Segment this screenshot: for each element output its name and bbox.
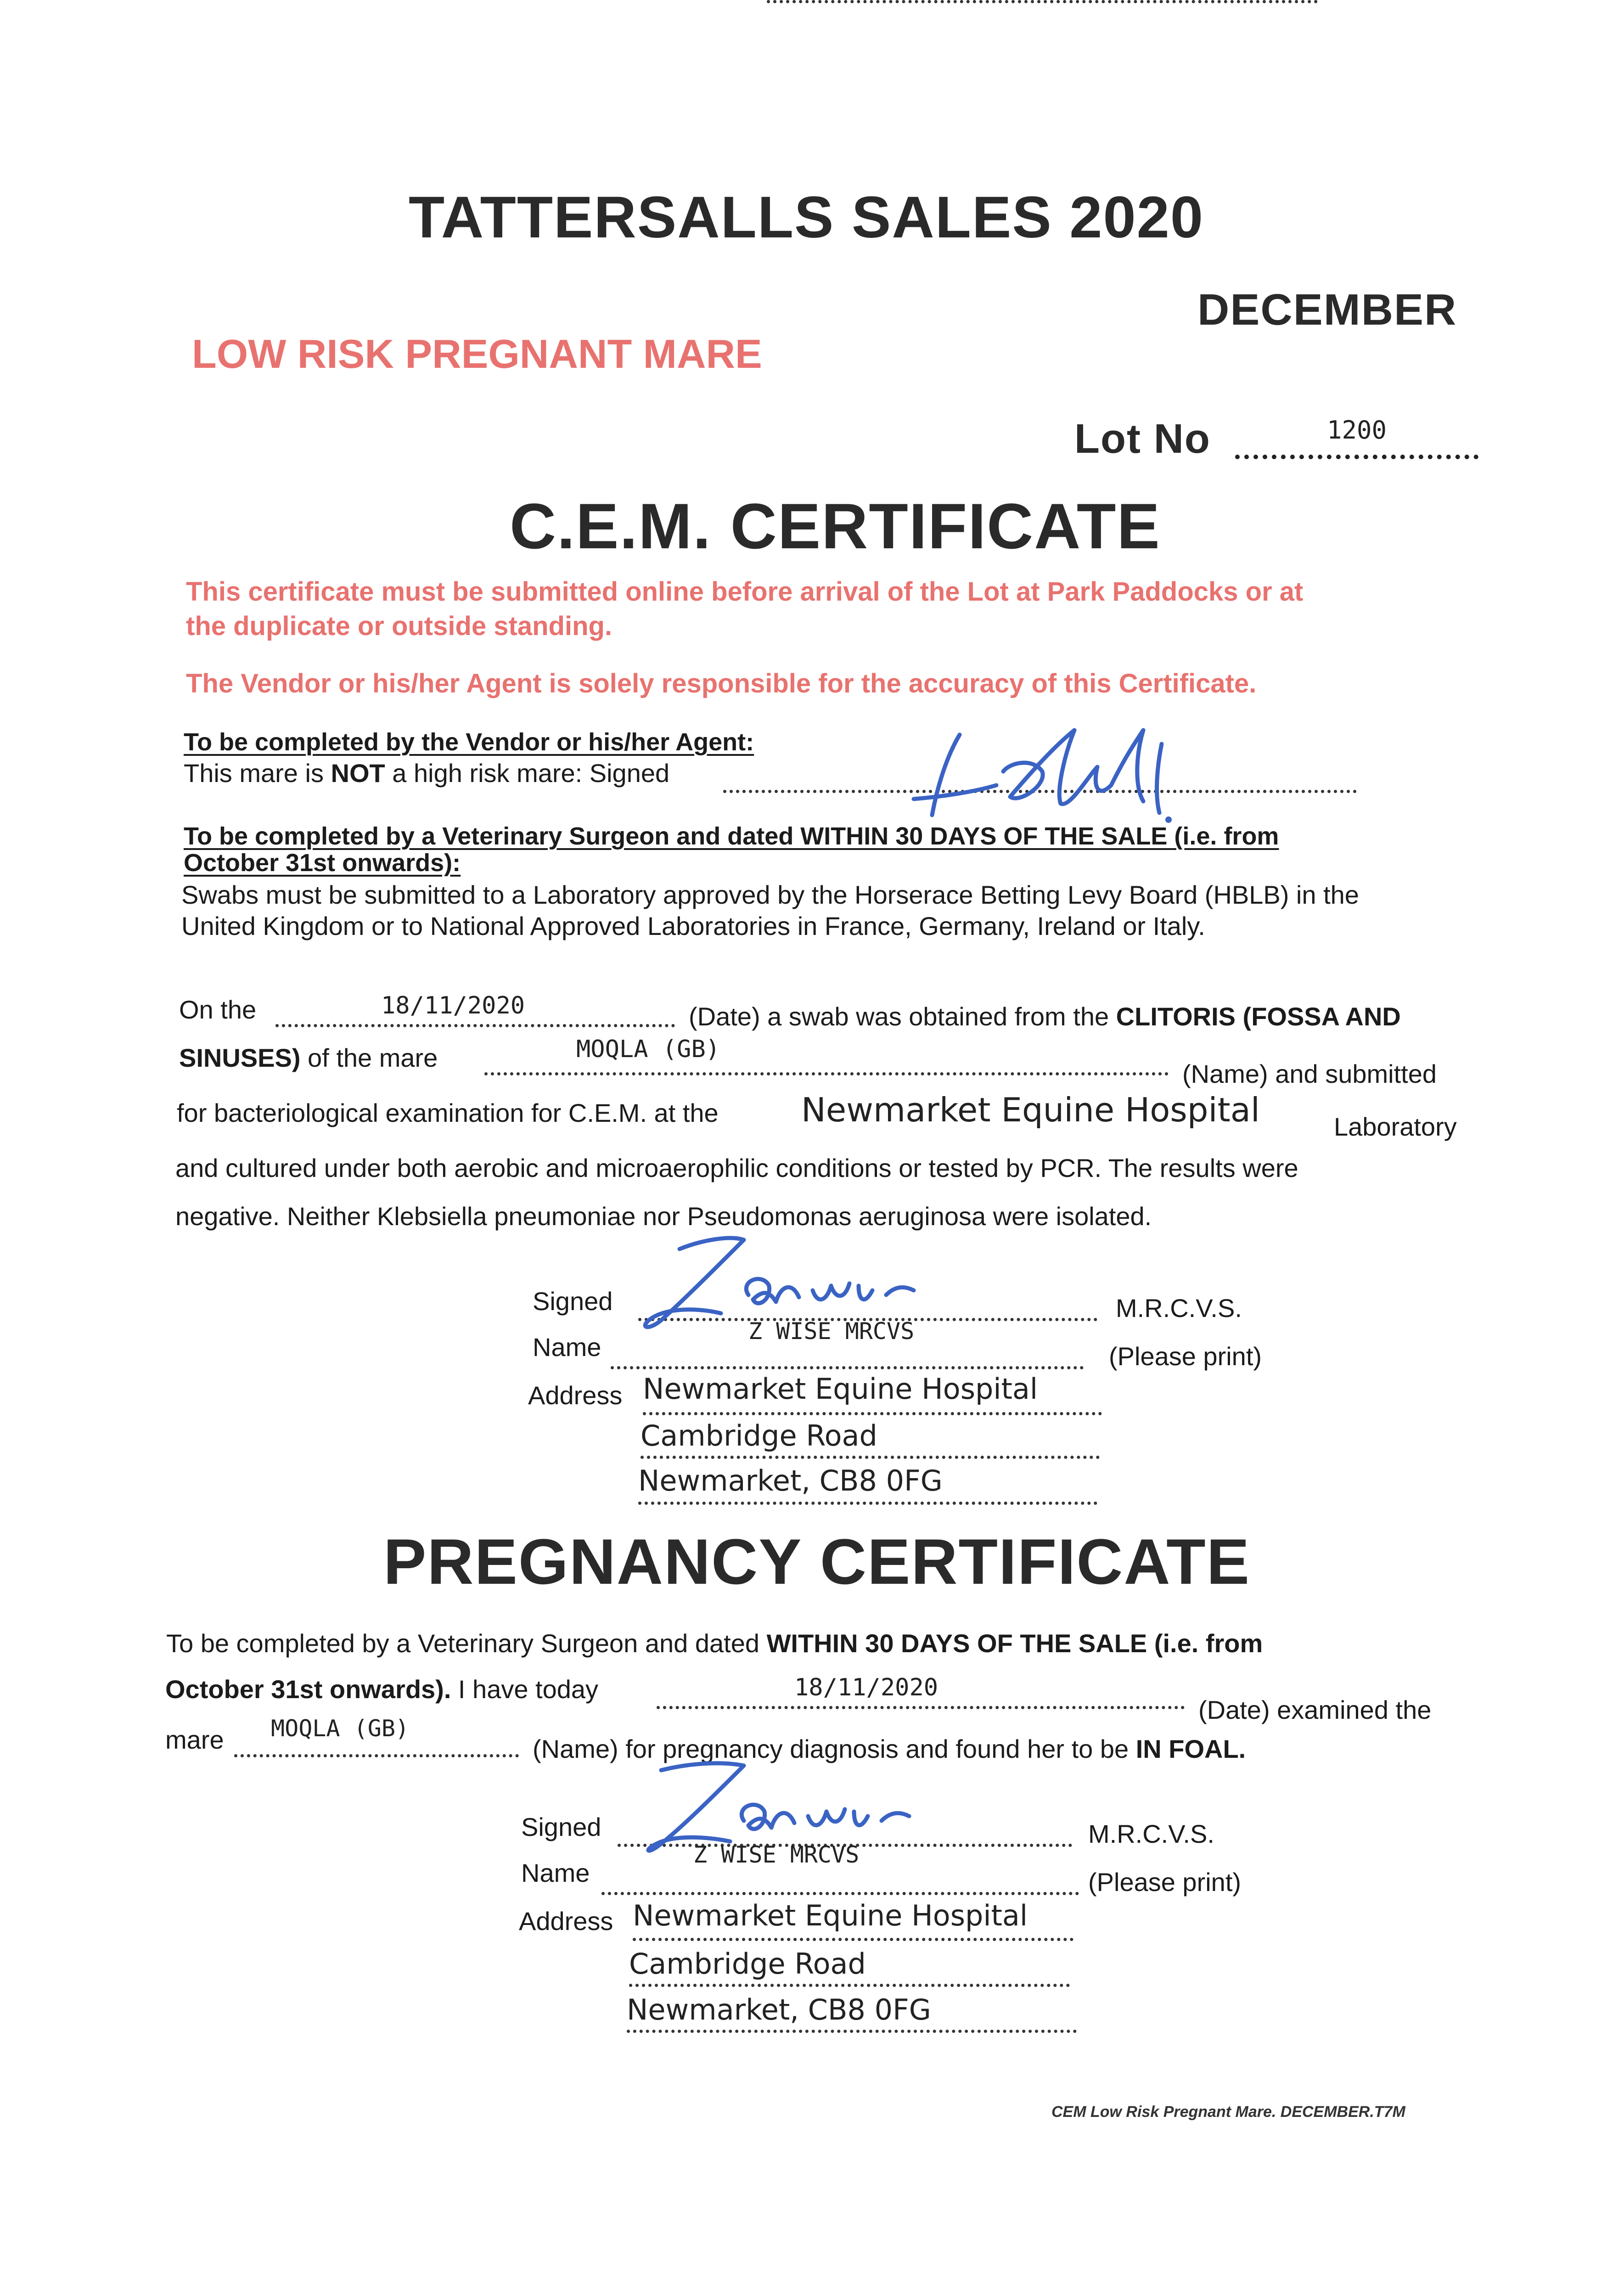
mare-category: LOW RISK PREGNANT MARE xyxy=(192,331,762,377)
exam-date-dots xyxy=(657,1706,1185,1709)
cem-name-dots xyxy=(611,1366,1084,1369)
pregnancy-line-2-bold: October 31st onwards). xyxy=(165,1675,451,1704)
in-foal-label: IN FOAL. xyxy=(1135,1734,1246,1763)
vendor-declaration-not: NOT xyxy=(331,759,385,788)
mare-name-suffix: (Name) and submitted xyxy=(1182,1059,1437,1088)
cem-address-dots-1 xyxy=(643,1412,1102,1415)
cem-address-dots-3 xyxy=(638,1502,1097,1505)
laboratory-intro: for bacteriological examination for C.E.M. at the xyxy=(177,1098,719,1127)
vet-section-heading-line-2: October 31st onwards): xyxy=(184,849,461,877)
swab-date-label: (Date) a swab was obtained from the xyxy=(689,1002,1116,1031)
pregnancy-address-dots-2 xyxy=(629,1984,1070,1987)
pregnancy-address-line-1: Newmarket Equine Hospital xyxy=(633,1899,1028,1932)
pregnancy-line-1 xyxy=(166,1628,1263,1659)
cem-address-line-3: Newmarket, CB8 0FG xyxy=(638,1464,943,1497)
pregnancy-mare-label: mare xyxy=(165,1725,224,1754)
pregnancy-line-1-bold: WITHIN 30 DAYS OF THE SALE (i.e. from xyxy=(766,1629,1263,1658)
laboratory-suffix: Laboratory xyxy=(1334,1112,1457,1141)
cem-address-dots-2 xyxy=(641,1456,1100,1459)
pregnancy-address-label: Address xyxy=(519,1907,613,1936)
document-title: TATTERSALLS SALES 2020 xyxy=(409,185,1204,250)
of-the-mare-label: of the mare xyxy=(300,1043,438,1072)
pregnancy-address-line-2: Cambridge Road xyxy=(629,1947,866,1981)
pregnancy-address-line-3: Newmarket, CB8 0FG xyxy=(627,1993,931,2026)
swab-instructions-line-1: Swabs must be submitted to a Laboratory approved by the Horserace Betting Levy Board (HBLB) in the xyxy=(181,880,1359,909)
submission-notice-line-2: the duplicate or outside standing. xyxy=(186,611,613,641)
pregnancy-signed-label: Signed xyxy=(521,1812,601,1841)
mare-name-dots xyxy=(484,1072,1169,1075)
pregnancy-line-1-pre: To be completed by a Veterinary Surgeon and dated xyxy=(166,1629,767,1658)
swab-date-dots xyxy=(275,1024,675,1027)
swab-instructions-line-2: United Kingdom or to National Approved Laboratories in France, Germany, Ireland or Italy. xyxy=(181,912,1205,940)
vendor-signature xyxy=(905,716,1226,836)
form-reference: CEM Low Risk Pregnant Mare. DECEMBER.T7M xyxy=(1051,2103,1405,2121)
vet-section-heading-line-1: To be completed by a Veterinary Surgeon and dated WITHIN 30 DAYS OF THE SALE (i.e. from xyxy=(184,822,1279,850)
pregnancy-line-2-post: I have today xyxy=(451,1675,599,1704)
cem-certificate-heading: C.E.M. CERTIFICATE xyxy=(510,490,1161,562)
lot-number-value: 1200 xyxy=(1327,416,1387,445)
swab-date-intro: On the xyxy=(179,995,257,1024)
pregnancy-name-dots xyxy=(601,1892,1079,1895)
pregnancy-name-label: Name xyxy=(521,1858,590,1887)
swab-date-value: 18/11/2020 xyxy=(381,992,525,1019)
cem-address-label: Address xyxy=(528,1381,623,1410)
cem-signed-label: Signed xyxy=(533,1287,613,1316)
exam-date-value: 18/11/2020 xyxy=(794,1674,938,1701)
vendor-section-heading: To be completed by the Vendor or his/her Agent: xyxy=(184,728,754,756)
culture-statement: and cultured under both aerobic and microaerophilic conditions or tested by PCR. The results were xyxy=(175,1154,1298,1182)
cem-mare-name-value: MOQLA (GB) xyxy=(576,1035,720,1063)
cem-mrcvs-label: M.R.C.V.S. xyxy=(1116,1294,1242,1322)
sale-month: DECEMBER xyxy=(1197,285,1457,334)
responsibility-notice: The Vendor or his/her Agent is solely responsible for the accuracy of this Certificate. xyxy=(186,669,1257,698)
pregnancy-vet-name-value: Z WISE MRCVS xyxy=(693,1841,860,1868)
swab-date-suffix xyxy=(689,1001,1401,1032)
clitoris-label: CLITORIS (FOSSA AND xyxy=(1116,1002,1401,1031)
cem-address-line-2: Cambridge Road xyxy=(641,1419,877,1452)
pregnancy-mrcvs-label: M.R.C.V.S. xyxy=(1088,1819,1214,1848)
pregnancy-certificate-heading: PREGNANCY CERTIFICATE xyxy=(383,1525,1251,1598)
submission-notice-line-1: This certificate must be submitted online before arrival of the Lot at Park Paddocks or at xyxy=(186,577,1304,607)
vendor-declaration xyxy=(184,758,669,789)
exam-date-suffix: (Date) examined the xyxy=(1198,1695,1432,1724)
pregnancy-address-dots-1 xyxy=(633,1938,1073,1941)
pregnancy-mare-dots xyxy=(234,1754,519,1757)
mare-name-intro xyxy=(179,1042,438,1074)
sinuses-label: SINUSES) xyxy=(179,1043,301,1072)
negative-result-statement: negative. Neither Klebsiella pneumoniae nor Pseudomonas aeruginosa were isolated. xyxy=(175,1202,1152,1231)
pregnancy-address-dots-3 xyxy=(627,2030,1077,2033)
cem-vet-name-value: Z WISE MRCVS xyxy=(748,1318,915,1345)
vendor-declaration-pre: This mare is xyxy=(184,759,331,788)
pregnancy-line-3-post: (Name) for pregnancy diagnosis and found her to be xyxy=(533,1734,1136,1763)
cem-name-label: Name xyxy=(533,1333,601,1362)
pregnancy-line-2 xyxy=(165,1674,598,1705)
laboratory-dots xyxy=(767,0,1318,3)
lot-number-label: Lot No xyxy=(1074,416,1211,462)
cem-please-print: (Please print) xyxy=(1109,1342,1262,1371)
cem-address-line-1: Newmarket Equine Hospital xyxy=(643,1372,1038,1406)
vendor-declaration-post: a high risk mare: Signed xyxy=(385,759,670,788)
laboratory-name-value: Newmarket Equine Hospital xyxy=(801,1091,1260,1129)
lot-number-dots xyxy=(1235,455,1478,459)
pregnancy-mare-name-value: MOQLA (GB) xyxy=(271,1715,410,1742)
pregnancy-please-print: (Please print) xyxy=(1088,1868,1242,1896)
